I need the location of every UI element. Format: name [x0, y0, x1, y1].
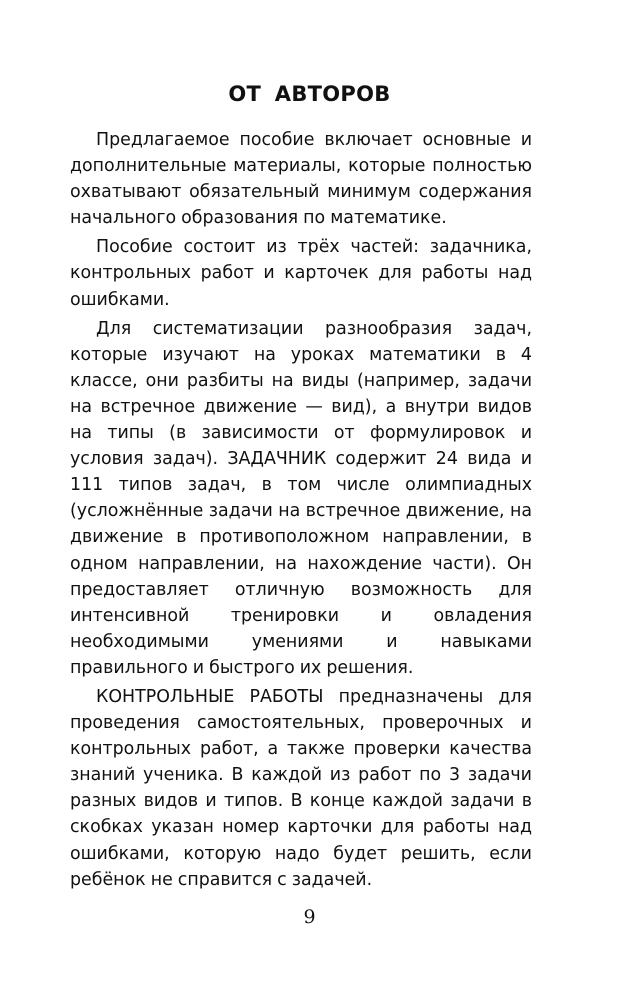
paragraph-tests: КОНТРОЛЬНЫЕ РАБОТЫ предназначены для проведения самостоятельных, проверочных и контрольных работ, а также проверки качества знаний ученика. В каждой из работ по 3 задачи разных видов и типов. В конце каждой задачи в скобках указан номер карточки для работы над ошибками, которую надо будет решить, если ребёнок не справится с задачей.: [70, 686, 532, 890]
paragraph-structure: Пособие состоит из трёх частей: задачника, контрольных работ и карточек для работы над ошибками.: [70, 237, 532, 310]
paragraph-intro: Предлагаемое пособие включает основные и дополнительные материалы, которые полностью охватывают обязательный минимум содержания начального образования по математике.: [70, 130, 532, 229]
body-text: [70, 127, 532, 893]
page-title: ОТ АВТОРОВ: [228, 82, 391, 106]
page-number: 9: [303, 906, 316, 928]
paragraph-task-book: Для систематизации разнообразия задач, которые изучают на уроках математики в 4 классе, они разбиты на виды (например, задачи на встречное движение — вид), а внутри видов на типы (в зависимости от формулировок и условия задач). ЗАДАЧНИК содержит 24 вида и 111 типов задач, в том числе олимпиадных (усложнённые задачи на встречное движение, на движение в противоположном направлении, в одном направлении, на нахождение части). Он предоставляет отличную возможность для интенсивной тренировки и овладения необходимыми умениями и навыками правильного и быстрого их решения.: [70, 318, 532, 678]
